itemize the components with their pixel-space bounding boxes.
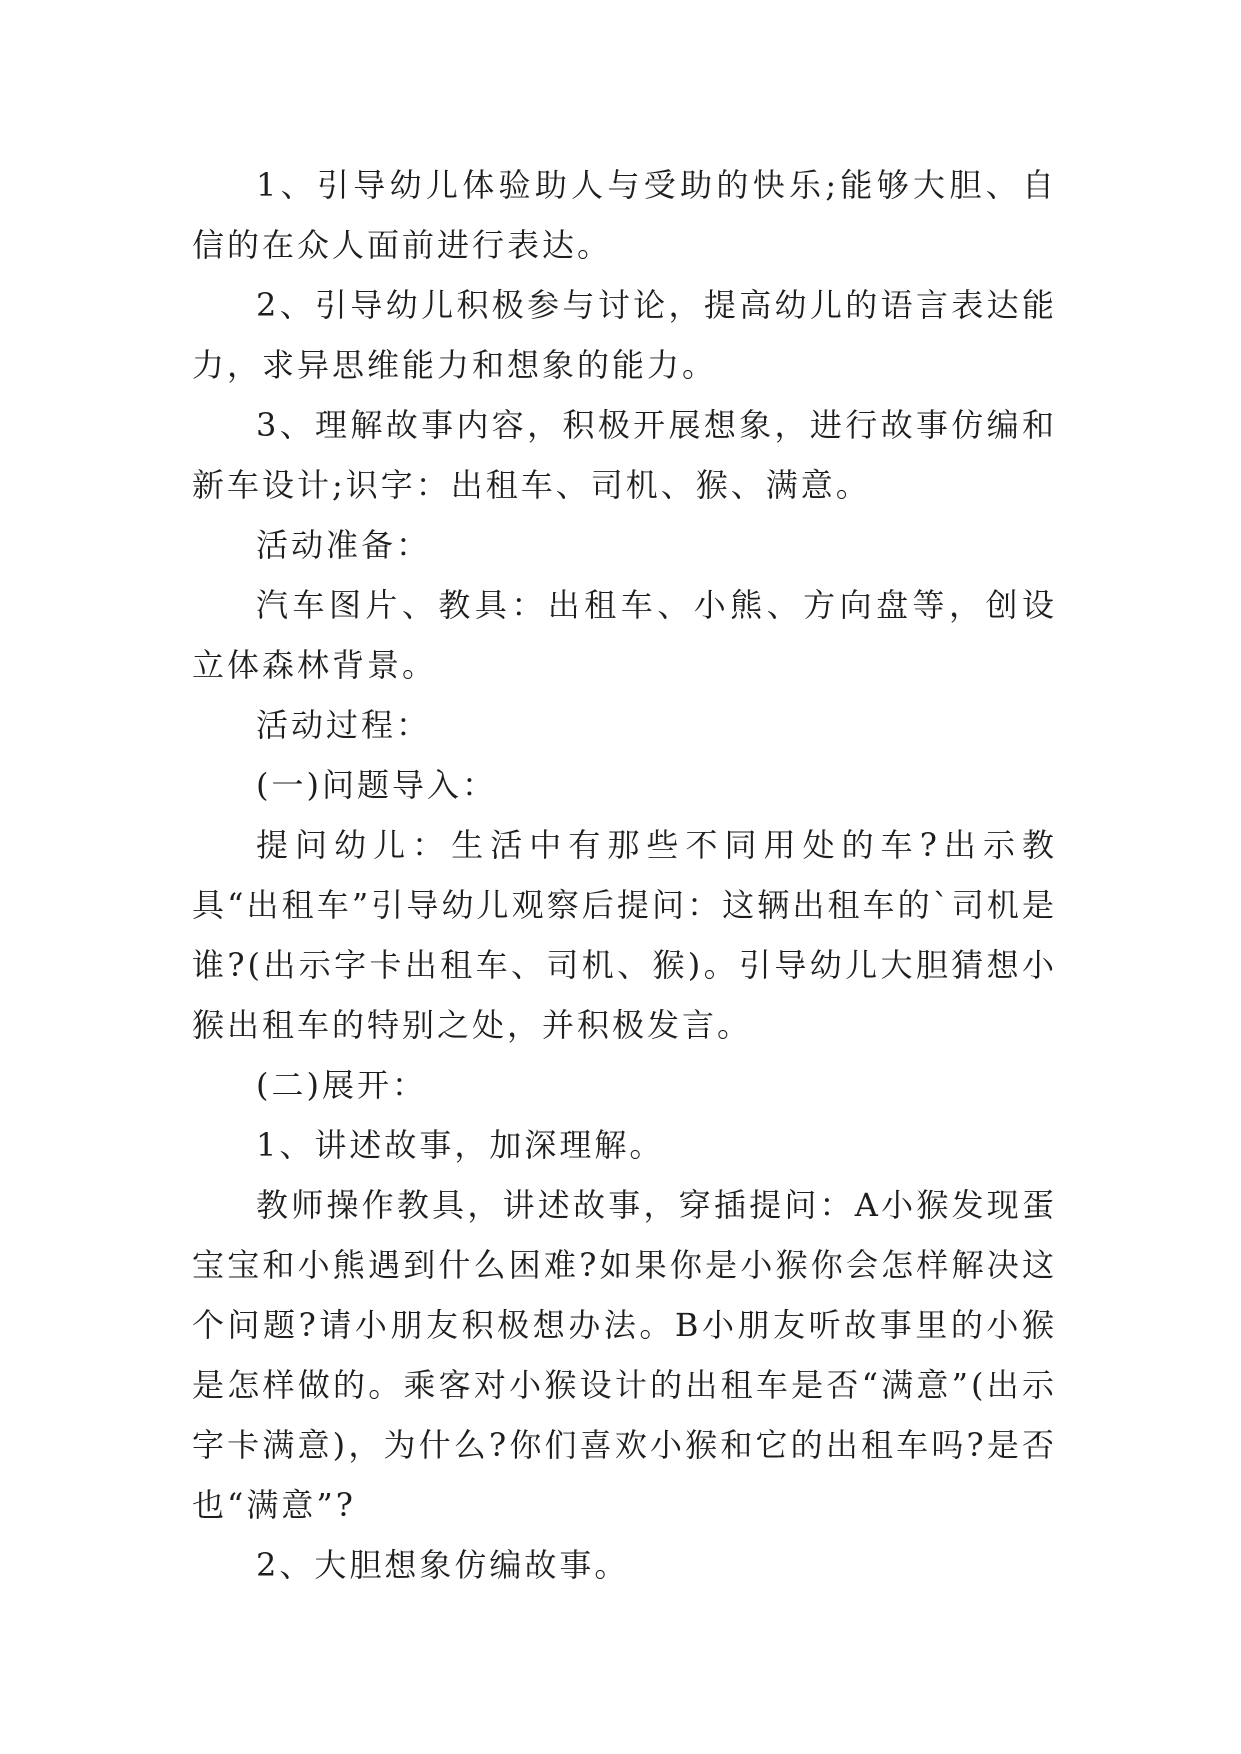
heading-activity-preparation: 活动准备：: [256, 526, 432, 564]
paragraph-teacher-story: 教师操作教具，讲述故事，穿插提问：A小猴发现蛋宝宝和小熊遇到什么困难?如果你是小猴你会怎样解决这个问题?请小朋友积极想办法。B小朋友听故事里的小猴是怎样做的。乘客对小猴设计的出租车是否“满意”(出示字卡满意)，为什么?你们喜欢小猴和它的出租车吗?是否也“满意”?: [192, 1186, 1057, 1524]
paragraph-step-1: 提问幼儿：生活中有那些不同用处的车?出示教具“出租车”引导幼儿观察后提问：这辆出租车的`司机是谁?(出示字卡出租车、司机、猴)。引导幼儿大胆猜想小猴出租车的特别之处，并积极发言。: [192, 826, 1057, 1044]
paragraph-goal-3: 3、理解故事内容，积极开展想象，进行故事仿编和新车设计;识字：出租车、司机、猴、满意。: [192, 406, 1057, 504]
paragraph-goal-1: 1、引导幼儿体验助人与受助的快乐;能够大胆、自信的在众人面前进行表达。: [192, 166, 1057, 264]
paragraph-preparation: 汽车图片、教具：出租车、小熊、方向盘等，创设立体森林背景。: [192, 586, 1057, 684]
paragraph-goal-2: 2、引导幼儿积极参与讨论，提高幼儿的语言表达能力，求异思维能力和想象的能力。: [192, 286, 1057, 384]
heading-activity-process: 活动过程：: [256, 706, 432, 744]
heading-step-2: (二)展开：: [256, 1066, 427, 1104]
paragraph-substep-2: 2、大胆想象仿编故事。: [256, 1546, 630, 1584]
paragraph-substep-1: 1、讲述故事，加深理解。: [256, 1126, 665, 1164]
document-body: [192, 155, 1057, 1595]
heading-step-1: (一)问题导入：: [256, 766, 497, 804]
